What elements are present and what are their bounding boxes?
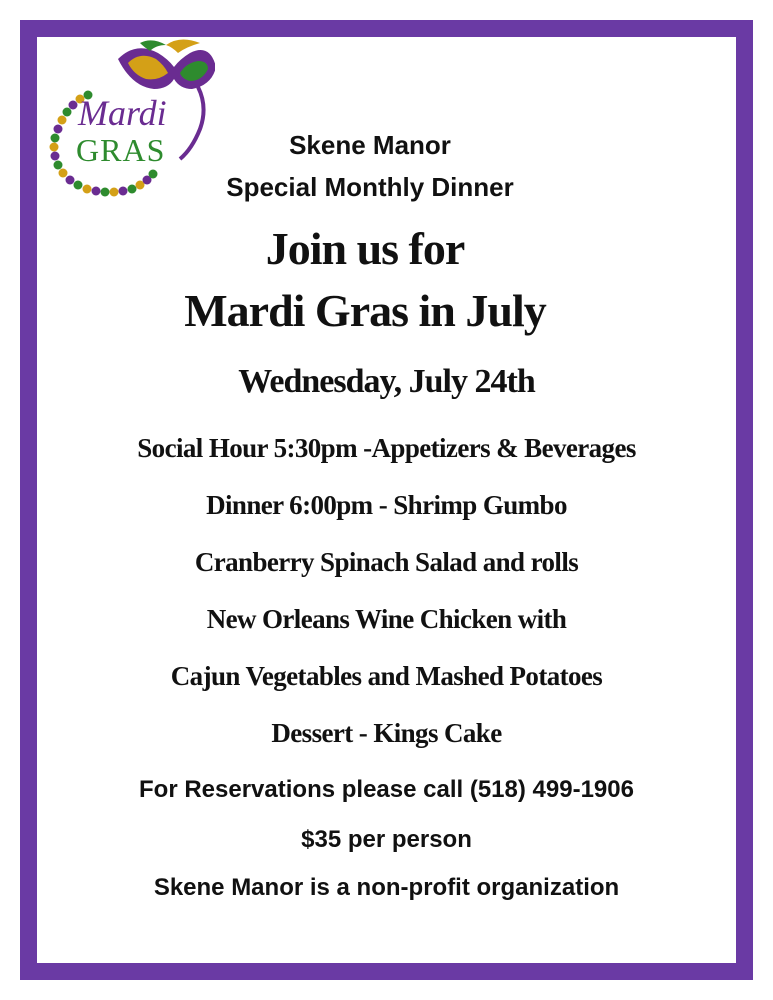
nonprofit-note: Skene Manor is a non-profit organization — [153, 874, 620, 901]
price-info: $35 per person — [301, 826, 472, 853]
reservation-info: For Reservations please call (518) 499-1906 — [139, 776, 634, 803]
menu-item: New Orleans Wine Chicken with — [206, 604, 567, 634]
org-name: Skene Manor — [289, 130, 451, 160]
menu-item: Social Hour 5:30pm -Appetizers & Beverages — [137, 433, 636, 463]
menu-item: Cajun Vegetables and Mashed Potatoes — [170, 661, 603, 691]
join-heading: Join us for — [265, 223, 465, 274]
menu-item: Cranberry Spinach Salad and rolls — [194, 547, 579, 577]
menu-item: Dinner 6:00pm - Shrimp Gumbo — [206, 490, 567, 520]
logo-gras-text: GRAS — [76, 132, 166, 168]
event-date: Wednesday, July 24th — [238, 363, 535, 400]
theme-heading: Mardi Gras in July — [184, 285, 546, 336]
event-title: Special Monthly Dinner — [226, 172, 514, 202]
logo-mardi-text: Mardi — [78, 93, 167, 133]
menu-item: Dessert - Kings Cake — [271, 718, 502, 748]
